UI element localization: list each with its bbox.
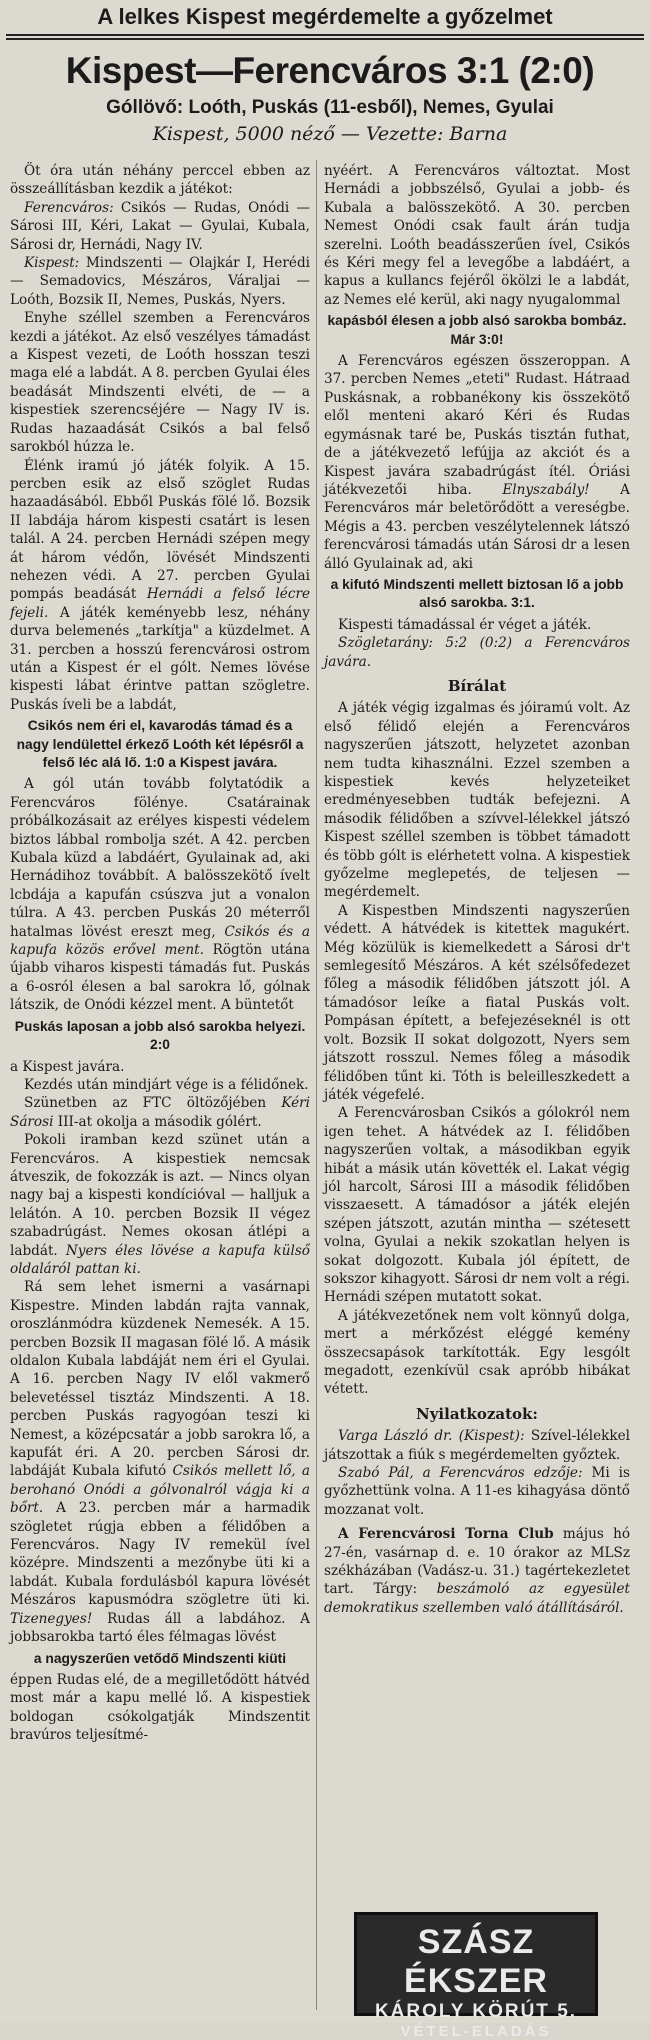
- lineup-kispest: Kispest: Mindszenti — Olajkár I, Herédi — Semadovics, Mészáros, Váraljai — Loóth, Bozsik II, Nemes, Puskás, Nyers.: [10, 255, 310, 308]
- ad-title: SZÁSZ ÉKSZER: [404, 1923, 548, 2000]
- jewelry-advertisement: [354, 1912, 598, 2040]
- headline-rule-2: [6, 38, 644, 40]
- paragraph: Kispesti támadással ér véget a játék.: [338, 616, 592, 633]
- paragraph: Szünetben az FTC öltözőjében Kéri Sárosi III-at okolja a második gólért.: [10, 1095, 310, 1130]
- paragraph: A Kispestben Mindszenti nagyszerűen védett. A hátvédek is kitettek magukért. Még közülük is kiemelkedett a Sárosi dr't semlegesítő Mészáros. A két szélsőfedezet főleg a második félidőben játszott jól. A támadósor leíke a fiatal Puskás volt. Pompásan épített, a befejezéseknél is ott volt. Bozsik II sokat dolgozott, Nyers sem játszott rosszul. Nemes főleg a második félidőben tűnt ki. Tóth is beleilleszkedett a játék végefelé.: [324, 902, 630, 1103]
- headline-rule: [6, 34, 644, 36]
- ad-address: KÁROLY KÖRÚT 5.: [374, 2001, 578, 2022]
- paragraph: Kezdés után mindjárt vége is a félidőnek.: [24, 1076, 309, 1093]
- ad-tagline: VÉTEL-ELADÁS: [400, 2023, 552, 2040]
- highlight-goal-3: kapásból élesen a jobb alsó sarokba bombáz. Már 3:0!: [327, 313, 627, 347]
- statement: Szabó Pál, a Ferencváros edzője: Mi is győzhettünk volna. A 11-es kihagyása döntő mozzanat volt.: [324, 1465, 630, 1518]
- paragraph: A játék végig izgalmas és jóiramú volt. Az első félidő elején a Ferencváros nagyszerűen játszott, helyzetet azonban nem tudta kihasználni. Ezzel szemben a kispestiek kevés helyzeteiket eredményesebben tudták befejezni. A második félidőben a szívvel-lélekkel játszó Kispest széllel szemben is többet támadott és több gólt is elérhetett volna. A kispestiek győzelme meglepetés, de teljesen — megérdemelt.: [324, 700, 630, 901]
- left-column: [10, 162, 310, 1745]
- paragraph: Öt óra után néhány perccel ebben az összeállításban kezdik a játékot:: [10, 163, 310, 198]
- paragraph: a Kispest javára.: [10, 1058, 125, 1075]
- column-divider: [316, 160, 317, 2010]
- match-score: Kispest—Ferencváros 3:1 (2:0): [65, 50, 595, 91]
- lineup-ferencvaros: Ferencváros: Csikós — Rudas, Onódi — Sárosi III, Kéri, Lakat — Gyulai, Kubala, Sárosi dr, Hernádi, Nagy IV.: [10, 199, 310, 253]
- paragraph: Rá sem lehet ismerni a vasárnapi Kispestre. Minden labdán rajta vannak, oroszlánmódra küzdenek Nemesék. A 15. percben Bozsik II magasan fölé lő. A másik oldalon Kubala labdáját nem éri el Gyulai. A 16. percben Nagy IV elől vakmerő belevetéssel tisztáz Mindszenti. A 18. percben Puskás ragyogóan teszi ki Nemest, a középcsatár a jobb sarokra lő, a kapufát éri. A 20. percben Sárosi dr. labdáját Kubala kifutó Csikós mellett lő, a berohanó Onódi a gólvonalról vágja ki a bőrt. A 23. percben már a harmadik szögletet rúgja ebben a félidőben a Ferencváros. Nagy IV remekül ível középre. Mindszenti a mezőnybe üti ki a labdát. Kubala fordulásból kapura lövését Mészáros kapusmódra szögletre üti ki. Tizenegyes! Rudas áll a labdához. A jobbsarokba tartó éles félmagas lövést: [10, 1279, 310, 1646]
- paragraph: nyéért. A Ferencváros változtat. Most Hernádi a jobbszélső, Gyulai a jobb- és Kubala a balösszekötő. A 30. percben Nemest Onódi csak fault árán tudja szerelni. Loóth beadásszerűen ível, Csikós és Kéri megy fel a levegőbe a labdáért, a kapus a kullancs fejéről ökölzi le a labdát, az Nemes elé kerül, aki nagy nyugalommal: [324, 163, 630, 308]
- section-title-review: Bírálat: [447, 676, 507, 695]
- goal-scorers: Góllövő: Loóth, Puskás (11-esből), Nemes, Gyulai: [106, 97, 554, 118]
- highlight-goal-1: Csikós nem éri el, kavarodás támad és a nagy lendülettel érkező Loóth két lépésről a felső léc alá lő. 1:0 a Kispest javára.: [16, 718, 304, 770]
- paragraph: éppen Rudas elé, de a megilletődött hátvéd most már a kapu mellé lő. A kispestiek boldogan csókolgatják Mindszentit bravúros teljesítmé-: [10, 1671, 310, 1744]
- highlight-goal-4: a kifutó Mindszenti mellett biztosan lő a jobb alsó sarokba. 3:1.: [330, 576, 624, 611]
- paragraph: Enyhe széllel szemben a Ferencváros kezdi a játékot. Az első veszélyes támadást a Kispest vezeti, de Loóth hosszan teszi maga elé a labdát. A 8. percben Gyulai éles beadását Mindszenti elvéti, de — a kispestiek szerencséjére — Nagy IV is. Rudas hazaadását Csikós a bal felső sarokból húzza le.: [10, 310, 310, 456]
- paragraph: Élénk iramú jó játék folyik. A 15. percben esik az első szöglet Rudas hazaadásából. Ebből Puskás fölé lő. Bozsik II labdája három kispesti csatárt is lesen talál. A 24. percben Hernádi szépen megy át három védőn, lövését Mindszenti nehezen védi. A 27. percben Gyulai pompás beadását Hernádi a felső lécre fejeli. A játék keményebb lesz, néhány durva belemenés „tarkítja" a küzdelmet. A 31. percben a hosszú ferencvárosi ostrom után a Kispest ér el gólt. Nemes lövése kispesti lábat érintve pattan szögletre. Puskás íveli be a labdát,: [10, 457, 310, 713]
- club-notice: A Ferencvárosi Torna Club május hó 27-én, vasárnap d. e. 10 órakor az MLSz székházában (Vadász-u. 31.) tagértekezletet tart. Tárgy: beszámoló az egyesület demokratikus szellemben való átállításáról.: [324, 1526, 631, 1616]
- paragraph: A Ferencvárosban Csikós a gólokról nem igen tehet. A hátvédek az I. félidőben nagyszerűen voltak, a másodikban egyik hibát a másik után követték el. Lakat végig jól harcolt, Sárosi III a második félidőben visszaesett. A támadósor a játék elején szépen játszott, azután mintha — szétesett volna, Gyulai a nekik szokatlan helyen is sokat dolgozott. Kubala jól épített, de sokszor kihagyott. Sárosi dr nem volt a régi. Hernádi szépen mutatott sokat.: [324, 1105, 630, 1306]
- section-title-statements: Nyilatkozatok:: [416, 1404, 538, 1423]
- article-headline: A lelkes Kispest megérdemelte a győzelmet: [97, 4, 553, 29]
- paragraph: A gól után tovább folytatódik a Ferencváros fölénye. Csatárainak próbálkozásait az erélyes kispesti védelem biztos lábbal rombolja szét. A 42. percben Kubala küzd a labdáért, Gyulainak ad, aki Hernádihoz továbbít. A balösszekötő ívelt lcbdája a kapufán csúszva jut a vonalon túlra. A 43. percben Puskás 20 méterről hatalmas lövést ereszt meg, Csikós és a kapufa közös erővel ment. Rögtön utána újabb viharos kispesti támadás fut. Puskás a 6-osról élesen a bal sarokra lő, gólnak látszik, de Onódi kézzel ment. A büntetőt: [10, 776, 311, 1014]
- highlight-save: a nagyszerűen vetődő Mindszenti kiüti: [33, 1650, 287, 1666]
- match-meta: Kispest, 5000 néző — Vezette: Barna: [152, 123, 508, 145]
- paragraph: A játékvezetőnek nem volt könnyű dolga, mert a mérkőzést eléggé kemény összecsapások tarkították. Egy lesgólt megadott, ezenkívül csak apróbb hibákat vétett.: [324, 1307, 630, 1398]
- statement: Varga László dr. (Kispest): Szível-lélekkel játszottak a fiúk s megérdemelten győztek.: [324, 1428, 631, 1463]
- corner-ratio: Szögletarány: 5:2 (0:2) a Ferencváros javára.: [324, 635, 630, 670]
- paragraph: Pokoli iramban kezd szünet után a Ferencváros. A kispestiek nemcsak átveszik, de fokozzák is azt. — Nincs olyan nagy baj a kispesti kondícióval — halljuk a lelátón. A 10. percben Bozsik II végez szabadrúgást. Nemes okosan átlépi a labdát. Nyers éles lövése a kapufa külső oldaláról pattan ki.: [10, 1132, 310, 1277]
- highlight-goal-2: Puskás laposan a jobb alsó sarokba helyezi. 2:0: [14, 1018, 306, 1053]
- paragraph: A Ferencváros egészen összeroppan. A 37. percben Nemes „eteti" Rudast. Hátraad Puskásnak, a robbanékony kis összekötő elől menteni akaró Kéri és Rudas egymásnak taré be, Puskás tisztán futhat, de a játékvezető lefújja az akciót és a Kispest javára szabadrúgást ítél. Óriási játékvezetői hiba. Elnyszabály! A Ferencváros már beletörődött a vereségbe. Mégis a 43. percben veszélytelennek látszó ferencvárosi támadás után Sárosi dr a lesen álló Gyulainak ad, aki: [324, 353, 630, 572]
- right-column: [324, 162, 630, 1617]
